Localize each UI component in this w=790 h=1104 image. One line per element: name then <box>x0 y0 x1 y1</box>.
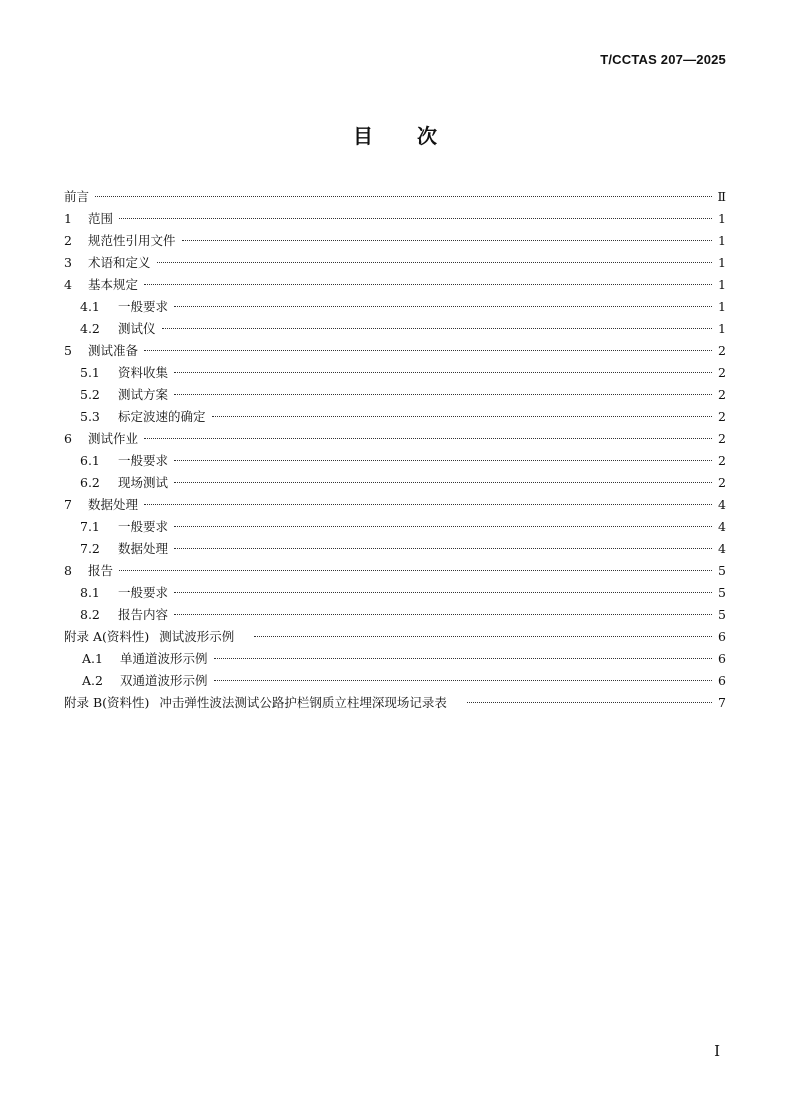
toc-entry-number: 4.1 <box>80 299 100 314</box>
toc-entry-number: 7.1 <box>80 519 100 534</box>
dot-leader <box>174 460 712 461</box>
toc-entry-label: 冲击弹性波法测试公路护栏钢质立柱埋深现场记录表 <box>159 695 447 710</box>
toc-entry-3[interactable] <box>64 252 726 274</box>
toc-entry-4-2[interactable] <box>64 318 726 340</box>
dot-leader <box>174 306 712 307</box>
toc-entry-page: Ⅱ <box>717 189 726 204</box>
toc-entry-8-1[interactable] <box>64 582 726 604</box>
dot-leader <box>174 372 712 373</box>
dot-leader <box>174 614 712 615</box>
dot-leader <box>174 548 712 549</box>
toc-entry-label: 一般要求 <box>118 299 169 314</box>
toc-entry-number: 6.2 <box>80 475 100 490</box>
toc-entry-1[interactable] <box>64 208 726 230</box>
dot-leader <box>174 394 712 395</box>
toc-entry-2[interactable] <box>64 230 726 252</box>
toc-entry-page: 6 <box>718 629 726 644</box>
toc-entry-label: 测试方案 <box>118 387 169 402</box>
toc-entry-label: 报告 <box>88 563 114 578</box>
toc-entry-page: 2 <box>718 475 726 490</box>
toc-entry-page: 2 <box>718 453 726 468</box>
toc-entry-label: 规范性引用文件 <box>88 233 176 248</box>
toc-entry-page: 1 <box>718 277 726 292</box>
toc-entry-page: 1 <box>718 211 726 226</box>
toc-entry-7[interactable] <box>64 494 726 516</box>
toc-entry-number: 7 <box>64 497 72 512</box>
toc-entry-number: 4 <box>64 277 72 292</box>
dot-leader <box>119 570 712 571</box>
toc-entry-number: 8.1 <box>80 585 100 600</box>
toc-entry-5-1[interactable] <box>64 362 726 384</box>
toc-entry-5[interactable] <box>64 340 726 362</box>
toc-entry-number: 6 <box>64 431 72 446</box>
dot-leader <box>95 196 711 197</box>
toc-entry-number: 5.3 <box>80 409 100 424</box>
dot-leader <box>144 504 712 505</box>
toc-entry-label: 标定波速的确定 <box>118 409 206 424</box>
toc-entry-label: 一般要求 <box>118 519 169 534</box>
toc-entry-number: 8 <box>64 563 72 578</box>
toc-entry-page: 5 <box>718 563 726 578</box>
toc-entry-number: A.1 <box>82 651 103 666</box>
toc-entry-page: 5 <box>718 607 726 622</box>
dot-leader <box>254 636 712 637</box>
toc-entry-label: 范围 <box>88 211 114 226</box>
toc-entry-8[interactable] <box>64 560 726 582</box>
toc-entry-number: 5 <box>64 343 72 358</box>
toc-entry-8-2[interactable] <box>64 604 726 626</box>
dot-leader <box>144 284 712 285</box>
toc-entry-page: 6 <box>718 673 726 688</box>
toc-entry-page: 2 <box>718 365 726 380</box>
toc-entry-number: 4.2 <box>80 321 100 336</box>
toc-entry-label: 测试波形示例 <box>159 629 235 644</box>
toc-entry-page: 2 <box>718 387 726 402</box>
toc-entry-a-1[interactable] <box>64 648 726 670</box>
dot-leader <box>119 218 712 219</box>
toc-entry-page: 6 <box>718 651 726 666</box>
toc-entry-number: 1 <box>64 211 72 226</box>
toc-entry-label: 基本规定 <box>88 277 139 292</box>
dot-leader <box>174 592 712 593</box>
toc-entry-page: 1 <box>718 233 726 248</box>
toc-entry-page: 4 <box>718 497 726 512</box>
dot-leader <box>212 416 712 417</box>
dot-leader <box>214 658 712 659</box>
toc-entry-7-2[interactable] <box>64 538 726 560</box>
toc-entry-6-2[interactable] <box>64 472 726 494</box>
dot-leader <box>174 482 712 483</box>
toc-entry-label: 单通道波形示例 <box>120 651 208 666</box>
toc-entry-page: 1 <box>718 321 726 336</box>
toc-entry-number: 5.2 <box>80 387 100 402</box>
toc-entry-label: 测试作业 <box>88 431 139 446</box>
page-title: 目次 <box>353 124 481 148</box>
dot-leader <box>467 702 712 703</box>
dot-leader <box>182 240 712 241</box>
toc-entry-appendix-b[interactable] <box>64 692 726 714</box>
toc-entry-label: 术语和定义 <box>88 255 151 270</box>
toc-entry-4-1[interactable] <box>64 296 726 318</box>
page-number: I <box>714 1042 720 1060</box>
toc-entry-label: 测试准备 <box>88 343 139 358</box>
toc-entry-label: 一般要求 <box>118 453 169 468</box>
toc-entry-label: 一般要求 <box>118 585 169 600</box>
toc-entry-appendix-a[interactable] <box>64 626 726 648</box>
toc-entry-label: 双通道波形示例 <box>120 673 208 688</box>
dot-leader <box>162 328 712 329</box>
dot-leader <box>157 262 712 263</box>
toc-entry-page: 2 <box>718 343 726 358</box>
toc-entry-number: 5.1 <box>80 365 100 380</box>
toc-entry-7-1[interactable] <box>64 516 726 538</box>
document-code: T/CCTAS 207—2025 <box>600 52 726 67</box>
toc-entry-number: 2 <box>64 233 72 248</box>
toc-entry-page: 1 <box>718 299 726 314</box>
dot-leader <box>214 680 712 681</box>
toc-entry-number: 附录 B(资料性) <box>64 695 150 710</box>
toc-entry-label: 现场测试 <box>118 475 169 490</box>
toc-entry-page: 2 <box>718 409 726 424</box>
toc-entry-number: 8.2 <box>80 607 100 622</box>
toc-entry-number: 7.2 <box>80 541 100 556</box>
toc-entry-5-2[interactable] <box>64 384 726 406</box>
toc-entry-number: 3 <box>64 255 72 270</box>
toc-entry-number: 附录 A(资料性) <box>64 629 150 644</box>
dot-leader <box>174 526 712 527</box>
toc-entry-page: 4 <box>718 541 726 556</box>
toc-entry-label: 报告内容 <box>118 607 169 622</box>
toc-entry-label: 资料收集 <box>118 365 169 380</box>
toc-entry-page: 5 <box>718 585 726 600</box>
dot-leader <box>144 438 712 439</box>
toc-entry-number: A.2 <box>82 673 103 688</box>
toc-entry-page: 1 <box>718 255 726 270</box>
table-of-contents <box>64 186 726 714</box>
toc-entry-number: 6.1 <box>80 453 100 468</box>
toc-entry-label: 前言 <box>64 189 90 204</box>
toc-entry-page: 4 <box>718 519 726 534</box>
dot-leader <box>144 350 712 351</box>
toc-entry-a-2[interactable] <box>64 670 726 692</box>
toc-entry-label: 数据处理 <box>88 497 139 512</box>
toc-entry-label: 测试仪 <box>118 321 156 336</box>
toc-entry-5-3[interactable] <box>64 406 726 428</box>
toc-entry-foreword[interactable] <box>64 186 726 208</box>
toc-entry-4[interactable] <box>64 274 726 296</box>
toc-entry-label: 数据处理 <box>118 541 169 556</box>
toc-entry-6[interactable] <box>64 428 726 450</box>
toc-entry-page: 7 <box>718 695 726 710</box>
toc-entry-6-1[interactable] <box>64 450 726 472</box>
toc-entry-page: 2 <box>718 431 726 446</box>
